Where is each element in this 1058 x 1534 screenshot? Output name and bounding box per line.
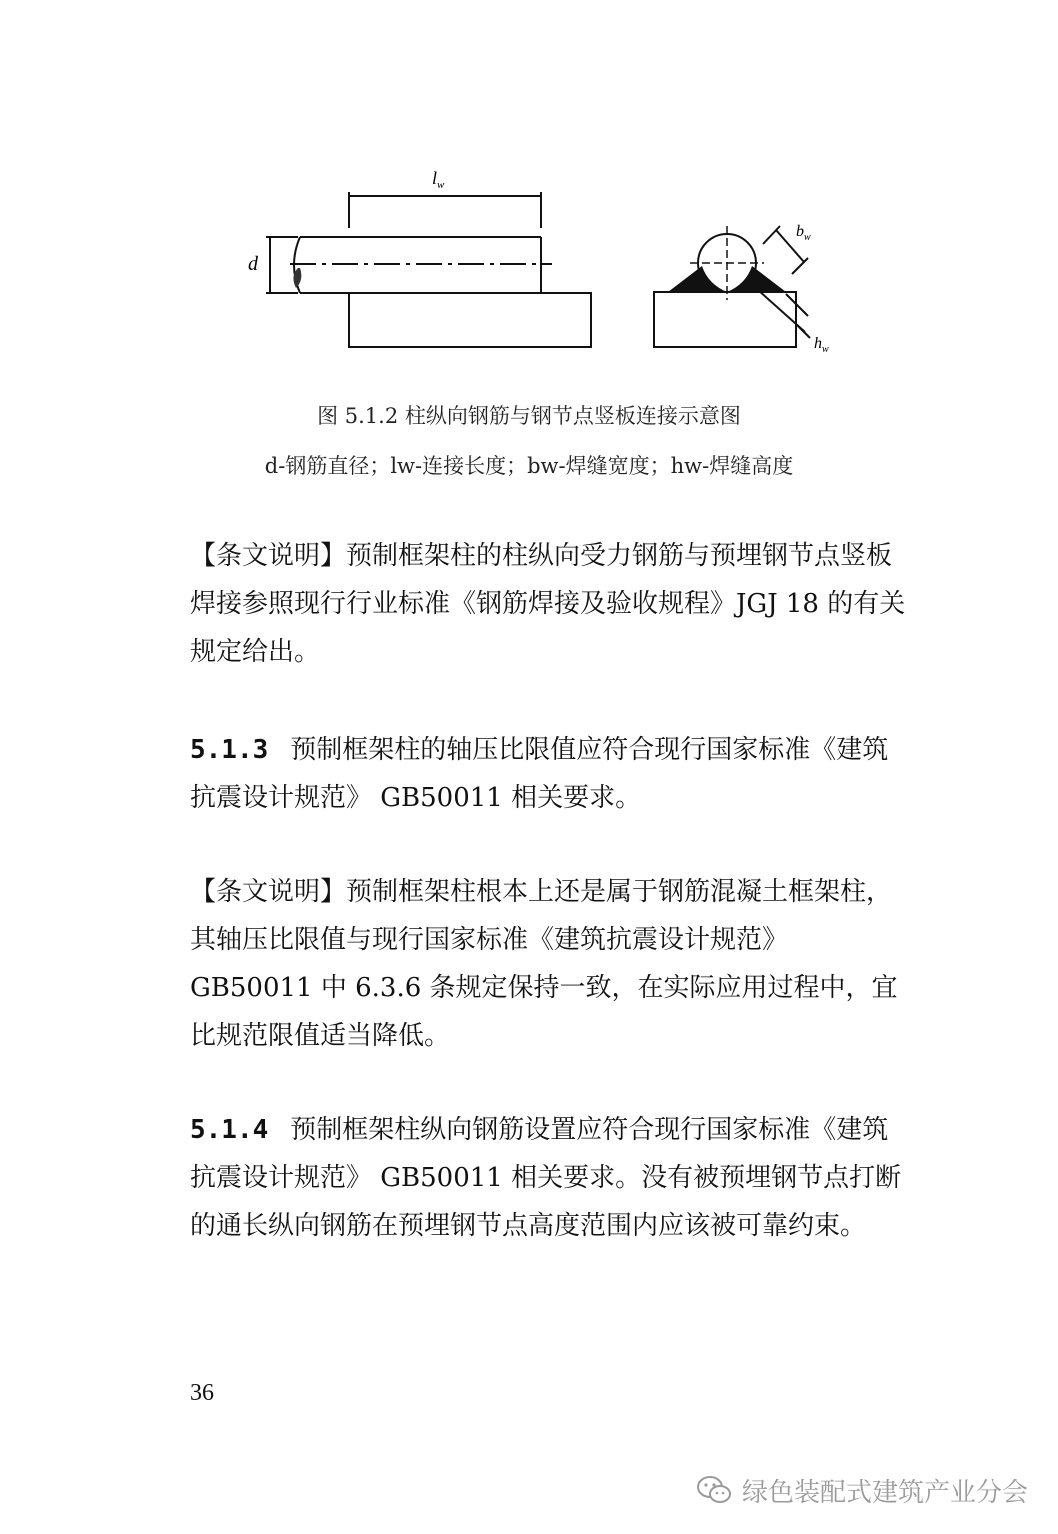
hw-label: $h_w$ [814, 335, 829, 355]
clause-explanation-1: 【条文说明】预制框架柱的柱纵向受力钢筋与预埋钢节点竖板焊接参照现行行业标准《钢筋焊接及验收规程》JGJ 18 的有关规定给出。 [190, 541, 906, 667]
weld-diagram [230, 160, 870, 360]
clause-number: 5.1.3 [190, 735, 269, 765]
weld-diagram-svg [230, 160, 870, 360]
clause-5-1-3 [190, 726, 910, 822]
d-label: d [248, 253, 258, 275]
clause-number: 5.1.4 [190, 1115, 269, 1145]
hw-dimension [758, 290, 810, 338]
lw-label: $l_w$ [432, 168, 445, 191]
steel-plate-left [349, 293, 591, 347]
clause-explanation-2: 【条文说明】预制框架柱根本上还是属于钢筋混凝土框架柱，其轴压比限值与现行国家标准《建筑抗震设计规范》GB50011 中 6.3.6 条规定保持一致，在实际应用过程中，宜比规范限值适当降低。 [190, 877, 898, 1051]
figure-caption-legend: d-钢筋直径；lw-连接长度；bw-焊缝宽度；hw-焊缝高度 [264, 454, 794, 478]
clause-text: 预制框架柱的轴压比限值应符合现行国家标准《建筑抗震设计规范》 GB50011 相关要求。 [190, 735, 889, 813]
clause-text: 预制框架柱纵向钢筋设置应符合现行国家标准《建筑抗震设计规范》 GB50011 相关要求。没有被预埋钢节点打断的通长纵向钢筋在预埋钢节点高度范围内应该被可靠约束。 [190, 1115, 902, 1241]
steel-plate-right [654, 292, 796, 347]
lw-dimension [349, 192, 541, 228]
watermark [696, 1470, 1028, 1510]
bw-label: $b_w$ [796, 223, 811, 243]
watermark-text: 绿色装配式建筑产业分会 [741, 1477, 1028, 1508]
clause-5-1-4 [190, 1106, 910, 1250]
figure-caption-title: 图 5.1.2 柱纵向钢筋与钢节点竖板连接示意图 [317, 404, 741, 428]
page-number: 36 [190, 1380, 214, 1406]
wechat-icon [696, 1475, 732, 1505]
weld-left [668, 266, 727, 292]
rebar [290, 237, 552, 293]
weld-right [727, 266, 786, 292]
